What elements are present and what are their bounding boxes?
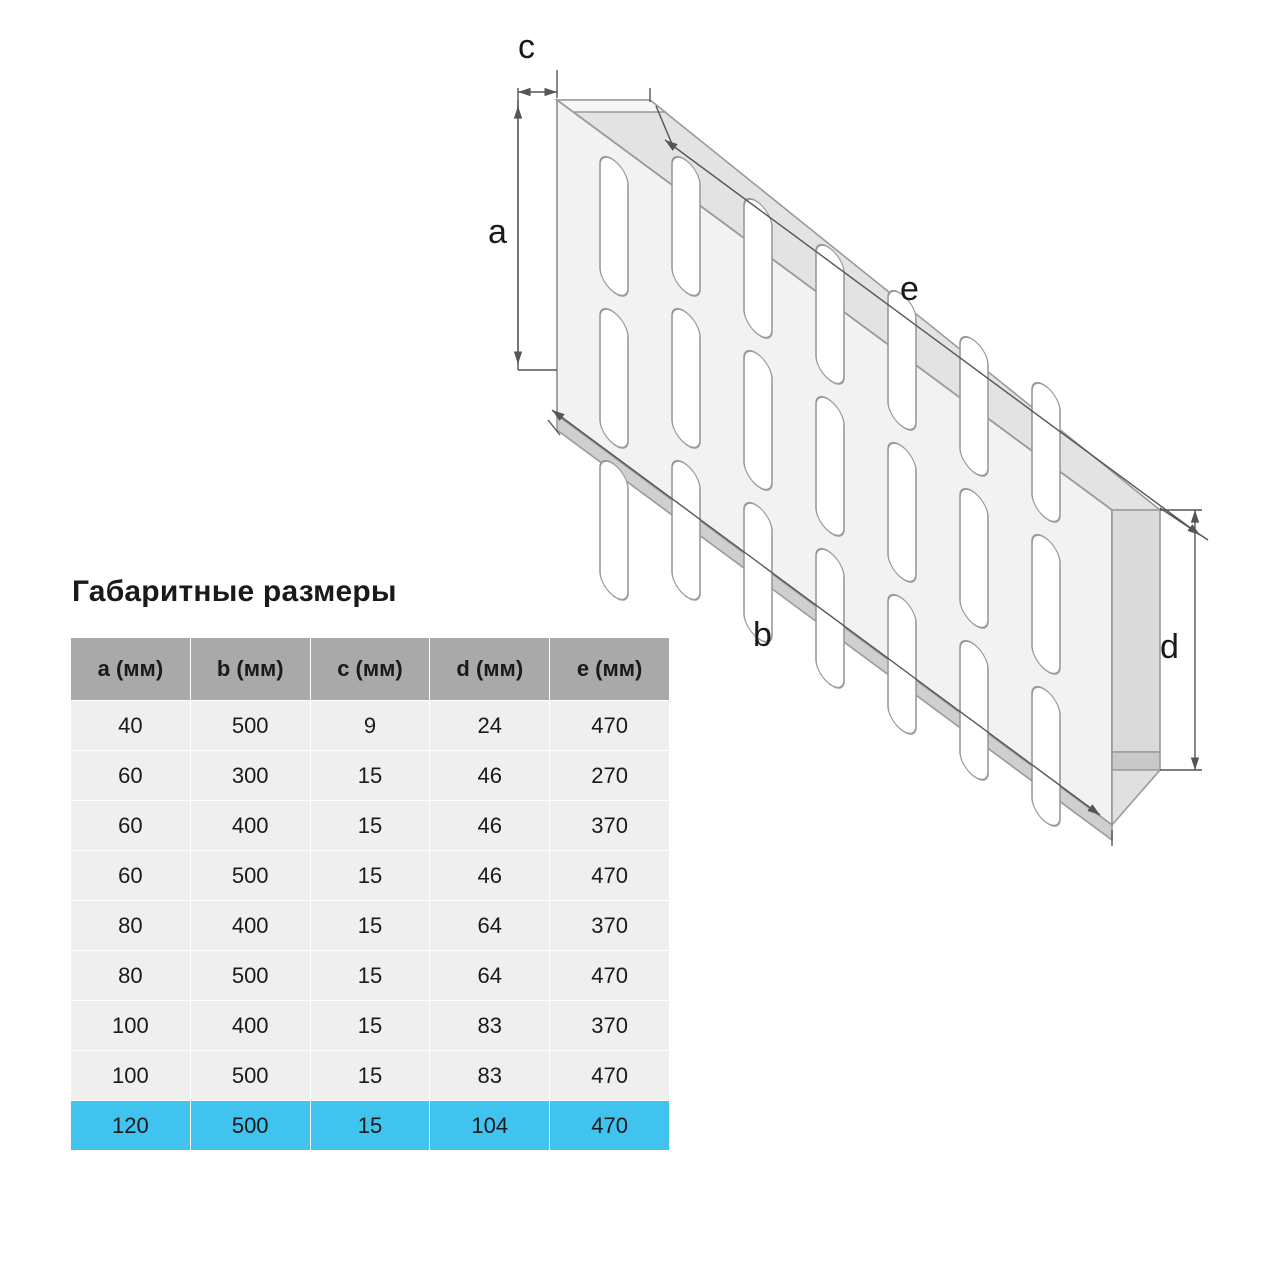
table-row[interactable] — [71, 901, 670, 951]
dimensions-table — [70, 637, 670, 1151]
cell-a: 60 — [71, 801, 191, 851]
cell-b: 400 — [190, 901, 310, 951]
cell-b: 500 — [190, 1101, 310, 1151]
cell-b: 500 — [190, 951, 310, 1001]
column-header-c: c (мм) — [310, 638, 430, 701]
cell-b: 300 — [190, 751, 310, 801]
table-row[interactable] — [71, 851, 670, 901]
cell-d: 64 — [430, 901, 550, 951]
cell-d: 46 — [430, 751, 550, 801]
cell-e: 370 — [550, 1001, 670, 1051]
cell-e: 470 — [550, 1051, 670, 1101]
cell-b: 400 — [190, 1001, 310, 1051]
dimension-label-d: d — [1160, 628, 1179, 666]
cell-b: 400 — [190, 801, 310, 851]
cell-c: 15 — [310, 851, 430, 901]
cell-a: 80 — [71, 951, 191, 1001]
cell-c: 15 — [310, 951, 430, 1001]
cell-b: 500 — [190, 1051, 310, 1101]
column-header-b: b (мм) — [190, 638, 310, 701]
table-row-selected[interactable] — [71, 1101, 670, 1151]
cell-d: 24 — [430, 701, 550, 751]
table-row[interactable] — [71, 1051, 670, 1101]
cell-a: 40 — [71, 701, 191, 751]
table-row[interactable] — [71, 1001, 670, 1051]
table-row[interactable] — [71, 751, 670, 801]
table-header-row — [71, 638, 670, 701]
cell-a: 100 — [71, 1001, 191, 1051]
table-row[interactable] — [71, 951, 670, 1001]
cell-c: 15 — [310, 1101, 430, 1151]
table-title: Габаритные размеры — [72, 575, 397, 608]
cell-c: 15 — [310, 1051, 430, 1101]
cell-e: 270 — [550, 751, 670, 801]
cell-d: 104 — [430, 1101, 550, 1151]
cell-e: 370 — [550, 801, 670, 851]
column-header-d: d (мм) — [430, 638, 550, 701]
dimension-label-b: b — [753, 616, 772, 654]
cell-d: 83 — [430, 1051, 550, 1101]
dimension-label-a: a — [488, 213, 507, 251]
cell-d: 46 — [430, 851, 550, 901]
cell-c: 15 — [310, 901, 430, 951]
cell-e: 470 — [550, 851, 670, 901]
cell-b: 500 — [190, 701, 310, 751]
cell-e: 370 — [550, 901, 670, 951]
cell-e: 470 — [550, 701, 670, 751]
cell-d: 46 — [430, 801, 550, 851]
cell-a: 120 — [71, 1101, 191, 1151]
table-row[interactable] — [71, 801, 670, 851]
cell-d: 64 — [430, 951, 550, 1001]
table-row[interactable] — [71, 701, 670, 751]
cell-d: 83 — [430, 1001, 550, 1051]
dimension-label-c: c — [518, 28, 535, 66]
cell-e: 470 — [550, 951, 670, 1001]
dimensions-table-block — [70, 575, 670, 1151]
cell-a: 60 — [71, 851, 191, 901]
cell-a: 80 — [71, 901, 191, 951]
column-header-a: a (мм) — [71, 638, 191, 701]
cell-c: 15 — [310, 1001, 430, 1051]
cell-a: 60 — [71, 751, 191, 801]
cell-c: 15 — [310, 751, 430, 801]
cell-a: 100 — [71, 1051, 191, 1101]
cell-c: 9 — [310, 701, 430, 751]
dimension-label-e: e — [900, 270, 919, 308]
cell-b: 500 — [190, 851, 310, 901]
cell-e: 470 — [550, 1101, 670, 1151]
column-header-e: e (мм) — [550, 638, 670, 701]
cell-c: 15 — [310, 801, 430, 851]
